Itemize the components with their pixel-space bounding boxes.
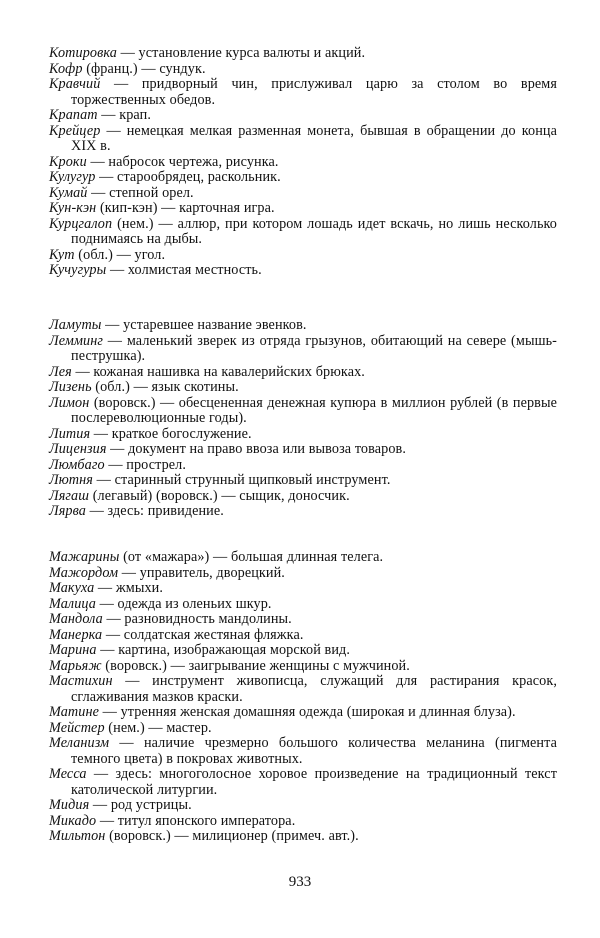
glossary-term: Мейстер	[49, 719, 105, 736]
glossary-term: Кумай	[49, 184, 88, 201]
glossary-definition: (от «мажара») — большая длинная телега.	[119, 549, 384, 565]
glossary-entry	[49, 170, 557, 186]
glossary-term: Меланизм	[49, 735, 110, 751]
glossary-definition: — род устрицы.	[89, 797, 192, 813]
glossary-definition: (кип-кэн) — карточная игра.	[96, 200, 275, 216]
glossary-definition: — документ на право ввоза или вывоза товаров.	[106, 441, 406, 457]
glossary-term: Марьяж	[49, 657, 102, 674]
glossary-entry	[49, 798, 557, 814]
glossary-definition: (нем.) — мастер.	[104, 719, 212, 736]
glossary-term: Матине	[49, 704, 99, 720]
glossary-term: Лея	[49, 363, 72, 380]
glossary-definition: (воровск.) — милиционер (примеч. авт.).	[105, 828, 359, 844]
glossary-definition: — солдатская жестяная фляжка.	[102, 626, 304, 643]
glossary-term: Кут	[49, 246, 75, 263]
glossary-entry	[49, 380, 557, 396]
glossary-definition: — степной орел.	[87, 184, 194, 201]
glossary-entry	[49, 814, 557, 830]
glossary-term: Лярва	[49, 503, 86, 519]
glossary-definition: — инструмент живописца, служащий для растирания красок, сглаживания мазков краски.	[71, 673, 557, 705]
glossary-definition: — старообрядец, раскольник.	[95, 169, 281, 185]
glossary-definition: (воровск.) — обесцененная денежная купюра в миллион рублей (в первые послереволюционные годы).	[71, 394, 557, 426]
glossary-entry	[49, 458, 557, 474]
glossary-term: Мандола	[49, 611, 103, 627]
glossary-entry	[49, 155, 557, 171]
glossary-term: Кравчий	[49, 76, 101, 92]
glossary-entry	[49, 334, 557, 365]
glossary-term: Лицензия	[49, 441, 107, 457]
glossary-entry	[49, 442, 557, 458]
glossary-definition: — титул японского императора.	[96, 812, 296, 829]
glossary-entry	[49, 77, 557, 108]
glossary-entry	[49, 628, 557, 644]
glossary-definition: — здесь: многоголосное хоровое произведение на традиционный текст католической литургии.	[71, 766, 557, 798]
glossary-definition: — холмистая местность.	[106, 262, 262, 278]
glossary-term: Кроки	[49, 153, 87, 170]
glossary-term: Кучугуры	[49, 262, 107, 278]
glossary-definition: — установление курса валюты и акций.	[116, 45, 366, 61]
glossary-entry	[49, 550, 557, 566]
glossary-entry	[49, 396, 557, 427]
glossary-term: Лизень	[49, 379, 92, 395]
glossary-entry	[49, 318, 557, 334]
glossary-definition: — старинный струнный щипковый инструмент.	[93, 472, 391, 488]
glossary-definition: — наличие чрезмерно большого количества меланина (пигмента темного цвета) в покровах животных.	[71, 735, 557, 767]
glossary-entry	[49, 186, 557, 202]
glossary-entry	[49, 643, 557, 659]
glossary-term: Крейцер	[49, 122, 101, 139]
glossary-entry	[49, 124, 557, 155]
glossary-term: Котировка	[49, 45, 117, 61]
glossary-term: Мажарины	[49, 549, 120, 565]
glossary-term: Месса	[49, 766, 87, 782]
glossary-entry	[49, 504, 557, 520]
glossary-definition: — краткое богослужение.	[90, 425, 252, 442]
glossary-definition: — устаревшее название эвенков.	[101, 317, 307, 333]
glossary-definition: (обл.) — язык скотины.	[91, 379, 239, 395]
glossary-entry	[49, 365, 557, 381]
glossary-term: Лимон	[49, 394, 90, 411]
glossary-term: Кофр	[49, 60, 83, 77]
glossary-entry	[49, 612, 557, 628]
glossary-term: Малица	[49, 595, 96, 612]
glossary-entry	[49, 263, 557, 279]
glossary-definition: (франц.) — сундук.	[82, 60, 206, 77]
glossary-definition: — картина, изображающая морской вид.	[96, 642, 351, 658]
glossary-term: Лемминг	[49, 332, 104, 349]
glossary-entry	[49, 659, 557, 675]
glossary-definition: — немецкая мелкая разменная монета, бывшая в обращении до конца XIX в.	[71, 122, 557, 154]
glossary-term: Лютня	[49, 472, 93, 488]
glossary-entry	[49, 736, 557, 767]
glossary-definition: (легавый) (воровск.) — сыщик, доносчик.	[89, 487, 350, 504]
glossary-term: Лития	[49, 425, 91, 442]
glossary-section-l	[49, 318, 557, 520]
glossary-entry	[49, 767, 557, 798]
glossary-term: Ламуты	[49, 317, 102, 333]
glossary-term: Мильтон	[49, 828, 106, 844]
glossary-term: Мидия	[49, 797, 90, 813]
glossary-entry	[49, 829, 557, 845]
glossary-entry	[49, 674, 557, 705]
glossary-section-m	[49, 550, 557, 845]
glossary-term: Крапат	[49, 107, 98, 123]
glossary-entry	[49, 489, 557, 505]
glossary-entry	[49, 201, 557, 217]
page-number: 933	[288, 874, 312, 890]
glossary-entry	[49, 597, 557, 613]
glossary-definition: — здесь: привидение.	[85, 503, 224, 519]
glossary-term: Кулугур	[49, 169, 96, 185]
glossary-entry	[49, 46, 557, 62]
glossary-entry	[49, 566, 557, 582]
glossary-term: Лягаш	[49, 487, 90, 504]
glossary-term: Кун-кэн	[49, 200, 97, 216]
glossary-entry	[49, 705, 557, 721]
glossary-definition: — придворный чин, прислуживал царю за столом во время торжественных обедов.	[71, 76, 557, 108]
glossary-entry	[49, 217, 557, 248]
glossary-term: Мажордом	[49, 564, 119, 581]
glossary-definition: — жмыхи.	[94, 580, 163, 596]
glossary-term: Макуха	[49, 580, 95, 596]
glossary-entry	[49, 108, 557, 124]
glossary-definition: — крап.	[97, 107, 151, 123]
glossary-definition: (обл.) — угол.	[74, 246, 166, 263]
glossary-definition: — разновидность мандолины.	[102, 611, 292, 627]
glossary-term: Марина	[49, 642, 97, 658]
glossary-definition: — одежда из оленьих шкур.	[95, 595, 272, 612]
glossary-term: Манерка	[49, 626, 103, 643]
glossary-entry	[49, 427, 557, 443]
glossary-definition: — кожаная нашивка на кавалерийских брюках.	[71, 363, 365, 380]
glossary-entry	[49, 62, 557, 78]
glossary-term: Люмбаго	[49, 456, 105, 473]
glossary-definition: — прострел.	[104, 456, 186, 473]
glossary-term: Микадо	[49, 812, 97, 829]
glossary-entry	[49, 473, 557, 489]
glossary-definition: — маленький зверек из отряда грызунов, обитающий на севере (мышь-пеструшка).	[71, 332, 557, 364]
glossary-definition: (воровск.) — заигрывание женщины с мужчиной.	[101, 657, 410, 674]
glossary-entry	[49, 581, 557, 597]
glossary-entry	[49, 721, 557, 737]
glossary-term: Мастихин	[49, 673, 113, 689]
glossary-term: Курцгалоп	[49, 215, 113, 232]
glossary-definition: — утренняя женская домашняя одежда (широкая и длинная блуза).	[99, 704, 516, 720]
glossary-definition: — набросок чертежа, рисунка.	[86, 153, 279, 170]
glossary-section-k	[49, 46, 557, 279]
glossary-definition: — управитель, дворецкий.	[118, 564, 285, 581]
glossary-definition: (нем.) — аллюр, при котором лошадь идет вскачь, но лишь несколько поднимаясь на дыбы.	[71, 215, 557, 247]
glossary-entry	[49, 248, 557, 264]
